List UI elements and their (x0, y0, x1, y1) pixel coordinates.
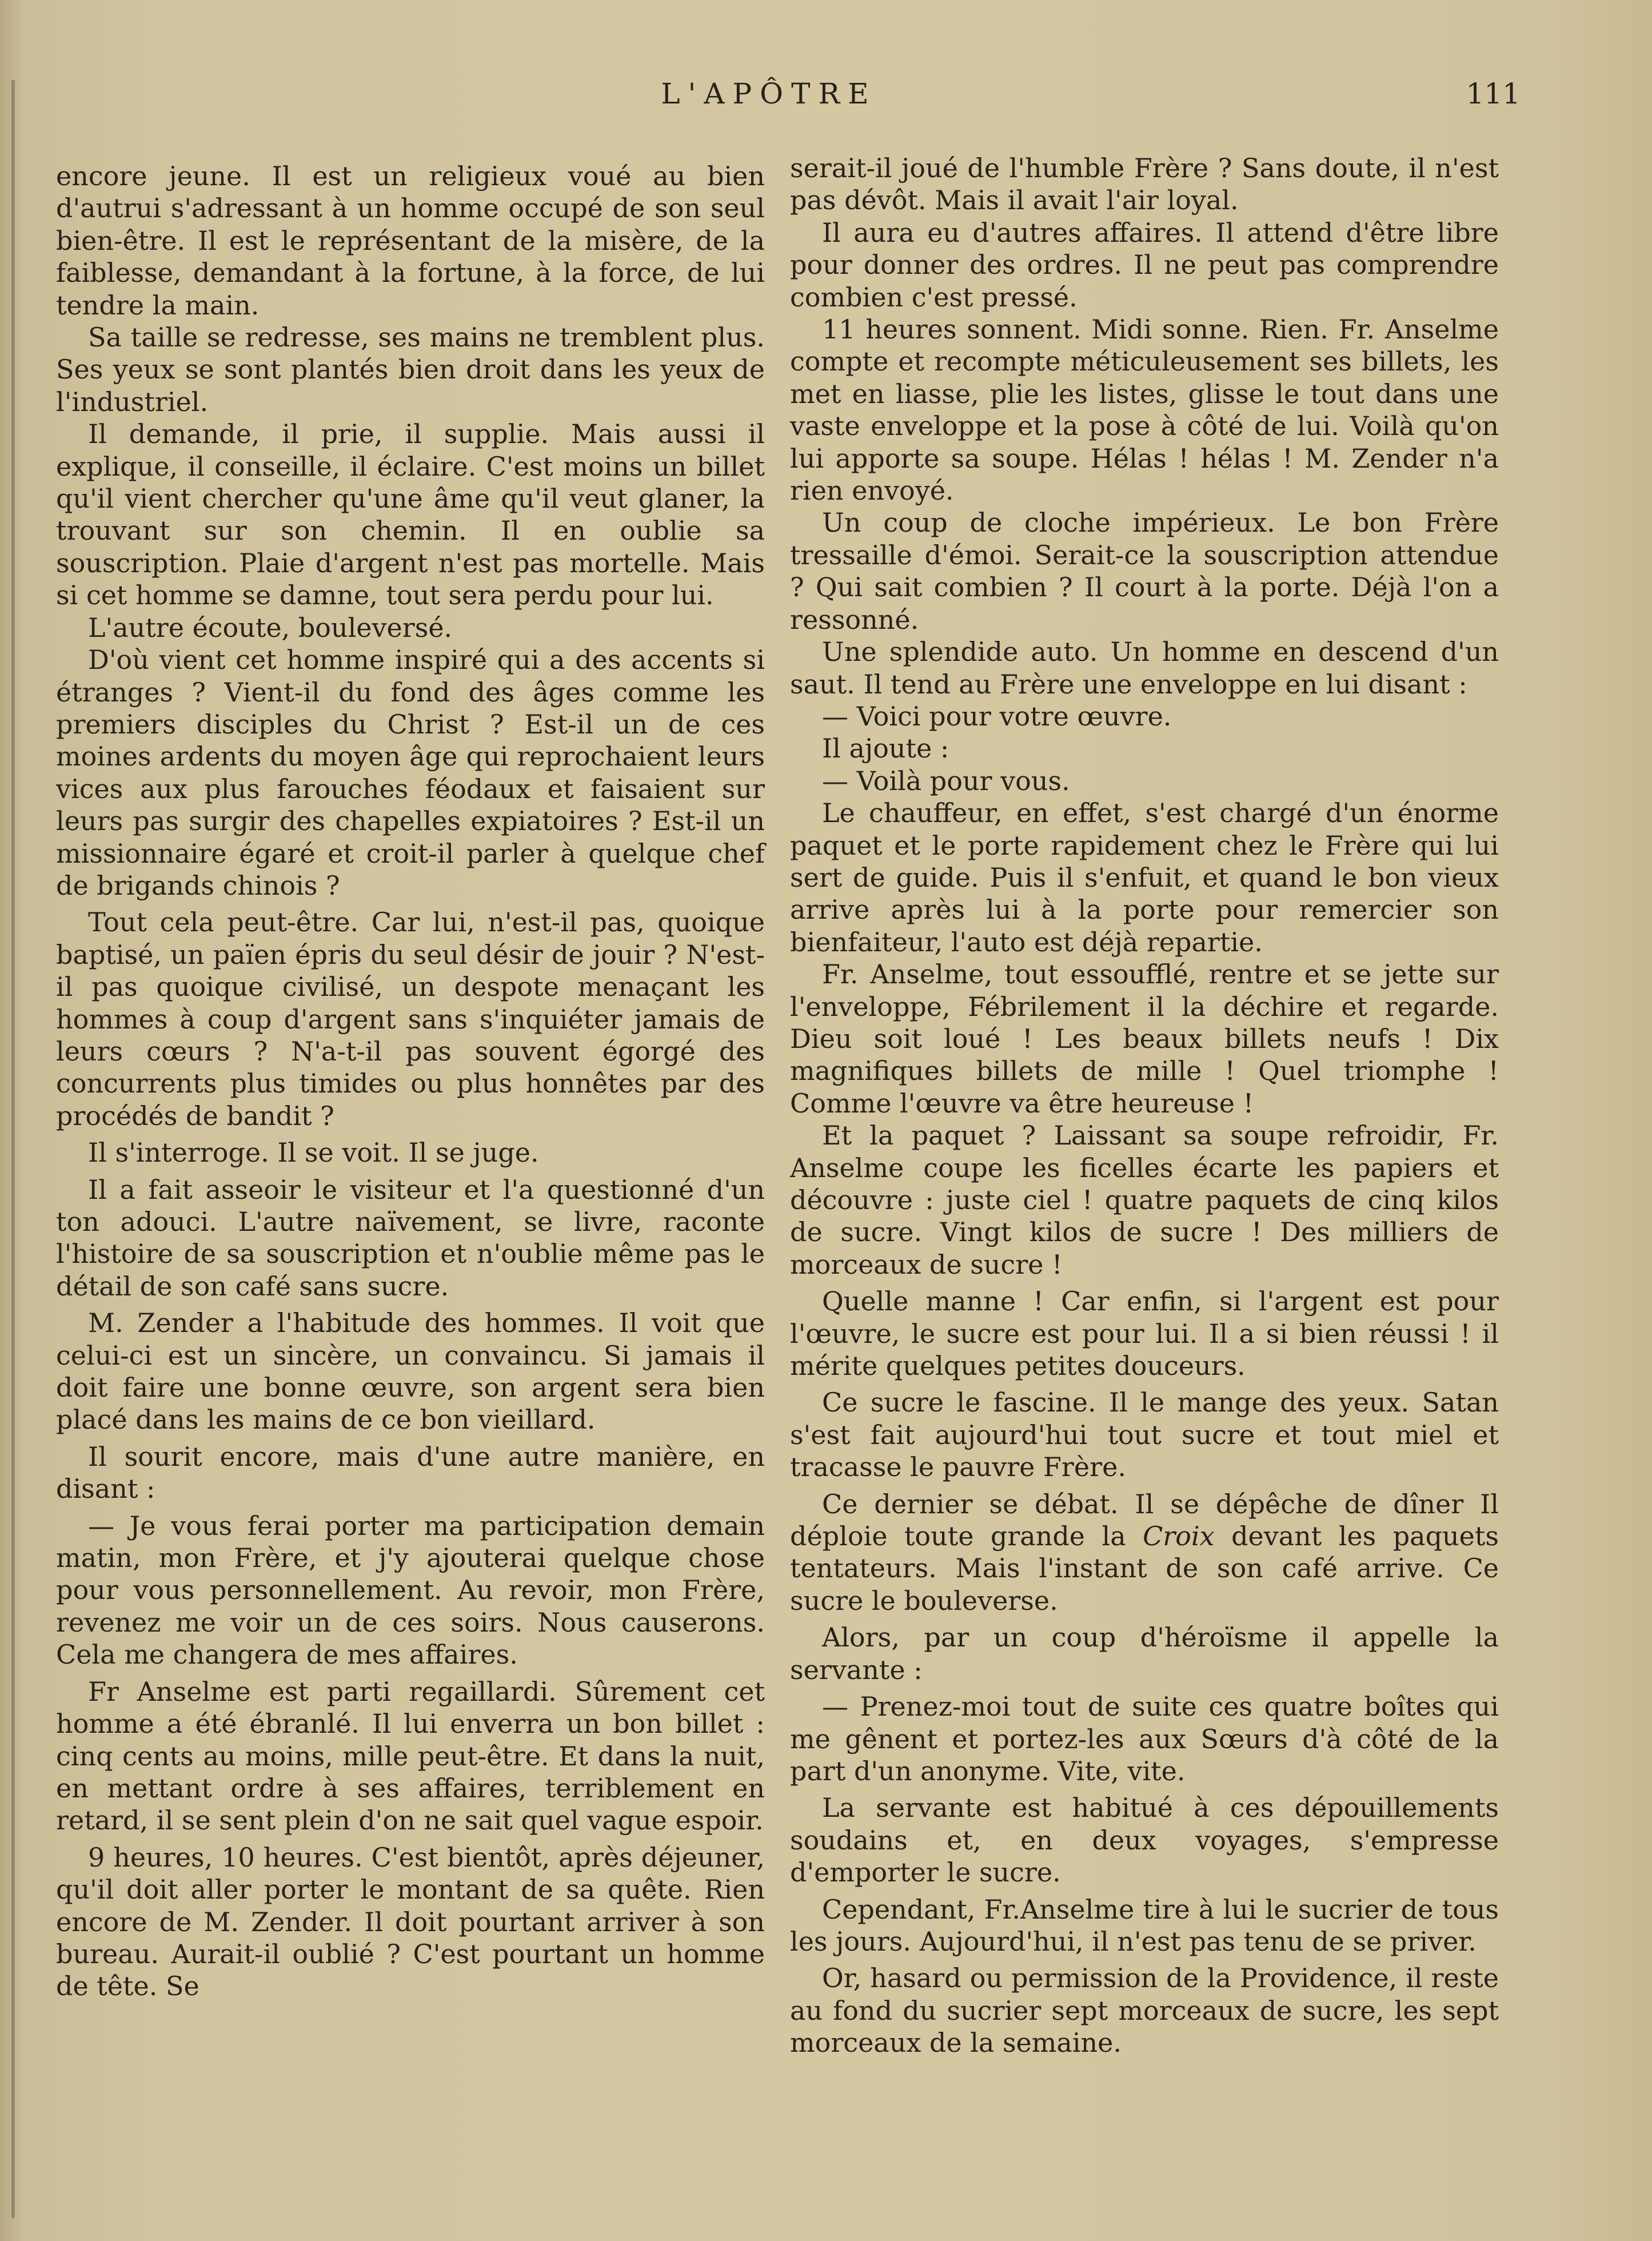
dialogue-paragraph: — Je vous ferai porter ma participation demain matin, mon Frère, et j'y ajouterai quelque chose pour vous personnellement. Au revoir, mon Frère, revenez me voir un de ces soirs. Nous causerons. Cela me changera de mes affaires. (56, 1510, 765, 1670)
paragraph: Ce sucre le fascine. Il le mange des yeux. Satan s'est fait aujourd'hui tout sucre et tout miel et tracasse le pauvre Frère. (790, 1387, 1499, 1483)
paragraph: Quelle manne ! Car enfin, si l'argent est pour l'œuvre, le sucre est pour lui. Il a si bien réussi ! il mérite quelques petites douceurs. (790, 1286, 1499, 1382)
paragraph-text: Ce dernier se débat. Il se dépêche de dîner Il déploie toute grande la (790, 1488, 1499, 1552)
paragraph: encore jeune. Il est un religieux voué au bien d'autrui s'adressant à un homme occupé de son seul bien-être. Il est le représentant de la misère, de la faiblesse, demandant à la fortune, à la force, de lui tendre la main. (56, 161, 765, 321)
paragraph: Fr. Anselme, tout essoufflé, rentre et se jette sur l'enveloppe, Fébrilement il la déchire et regarde. Dieu soit loué ! Les beaux billets neufs ! Dix magnifiques billets de mille ! Quel triomphe ! Comme l'œuvre va être heureuse ! (790, 959, 1499, 1119)
paragraph: L'autre écoute, bouleversé. (88, 612, 453, 643)
paragraph: D'où vient cet homme inspiré qui a des accents si étranges ? Vient-il du fond des âges comme les premiers disciples du Christ ? Est-il un de ces moines ardents du moyen âge qui reprochaient leurs vices aux plus farouches féodaux et faisaient sur leurs pas surgir des chapelles expiatoires ? Est-il un missionnaire égaré et croit-il parler à quelque chef de brigands chinois ? (56, 644, 765, 901)
page-number: 111 (1466, 77, 1521, 110)
running-title: L'APÔTRE (661, 77, 877, 110)
paragraph: Sa taille se redresse, ses mains ne tremblent plus. Ses yeux se sont plantés bien droit dans les yeux de l'industriel. (56, 322, 765, 417)
paragraph: Alors, par un coup d'héroïsme il appelle la servante : (790, 1622, 1499, 1685)
paragraph: Tout cela peut-être. Car lui, n'est-il pas, quoique baptisé, un païen épris du seul désir de jouir ? N'est-il pas quoique civilisé, un despote menaçant les hommes à coup d'argent sans s'inquiéter jamais de leurs cœurs ? N'a-t-il pas souvent égorgé des concurrents plus timides ou plus honnêtes par des procédés de bandit ? (56, 907, 765, 1131)
paragraph: Une splendide auto. Un homme en descend d'un saut. Il tend au Frère une enveloppe en lui disant : (790, 636, 1499, 700)
paragraph: Il ajoute : (822, 733, 949, 764)
paragraph: Un coup de cloche impérieux. Le bon Frère tressaille d'émoi. Serait-ce la souscription attendue ? Qui sait combien ? Il court à la porte. Déjà l'on a ressonné. (790, 507, 1499, 635)
paragraph-text: devant les paquets tentateurs. Mais l'instant de son café arrive. Ce sucre le bouleverse. (790, 1521, 1499, 1616)
dialogue-paragraph: — Voici pour votre œuvre. (822, 700, 1172, 732)
paragraph: serait-il joué de l'humble Frère ? Sans doute, il n'est pas dévôt. Mais il avait l'air loyal. (790, 153, 1499, 216)
paragraph: M. Zender a l'habitude des hommes. Il voit que celui-ci est un sincère, un convaincu. Si jamais il doit faire une bonne œuvre, son argent sera bien placé dans les mains de ce bon vieillard. (56, 1307, 765, 1435)
paragraph: Il aura eu d'autres affaires. Il attend d'être libre pour donner des ordres. Il ne peut pas comprendre combien c'est pressé. (790, 217, 1499, 313)
right-column (790, 152, 1499, 2059)
paragraph: Cependant, Fr.Anselme tire à lui le sucrier de tous les jours. Aujourd'hui, il n'est pas tenu de se priver. (790, 1893, 1499, 1957)
paragraph: Et la paquet ? Laissant sa soupe refroidir, Fr. Anselme coupe les ficelles écarte les papiers et découvre : juste ciel ! quatre paquets de cinq kilos de sucre. Vingt kilos de sucre ! Des milliers de morceaux de sucre ! (790, 1120, 1499, 1280)
paragraph: Il demande, il prie, il supplie. Mais aussi il explique, il conseille, il éclaire. C'est moins un billet qu'il vient chercher qu'une âme qu'il veut glaner, la trouvant sur son chemin. Il en oublie sa souscription. Plaie d'argent n'est pas mortelle. Mais si cet homme se damne, tout sera perdu pour lui. (56, 418, 765, 611)
paragraph: Le chauffeur, en effet, s'est chargé d'un énorme paquet et le porte rapidement chez le Frère qui lui sert de guide. Puis il s'enfuit, et quand le bon vieux arrive après lui à la porte pour remercier son bienfaiteur, l'auto est déjà repartie. (790, 797, 1499, 958)
page-binding-edge (11, 80, 15, 2218)
paragraph: Il sourit encore, mais d'une autre manière, en disant : (56, 1441, 765, 1505)
paragraph (790, 1488, 1499, 1617)
paragraph: 11 heures sonnent. Midi sonne. Rien. Fr. Anselme compte et recompte méticuleusement ses billets, les met en liasse, plie les listes, glisse le tout dans une vaste enveloppe et la pose à côté de lui. Voilà qu'on lui apporte sa soupe. Hélas ! hélas ! M. Zender n'a rien envoyé. (790, 314, 1499, 507)
paragraph: Il a fait asseoir le visiteur et l'a questionné d'un ton adouci. L'autre naïvement, se livre, raconte l'histoire de sa souscription et n'oublie même pas le détail de son café sans sucre. (56, 1174, 765, 1302)
page-header (0, 77, 1652, 129)
dialogue-paragraph: — Voilà pour vous. (822, 765, 1070, 796)
paragraph: Fr Anselme est parti regaillardi. Sûrement cet homme a été ébranlé. Il lui enverra un bon billet : cinq cents au moins, mille peut-être. Et dans la nuit, en mettant ordre à ses affaires, terriblement en retard, il se sent plein d'on ne sait quel vague espoir. (56, 1676, 765, 1836)
paragraph: La servante est habitué à ces dépouillements soudains et, en deux voyages, s'empresse d'emporter le sucre. (790, 1792, 1499, 1888)
paragraph: 9 heures, 10 heures. C'est bientôt, après déjeuner, qu'il doit aller porter le montant de sa quête. Rien encore de M. Zender. Il doit pourtant arriver à son bureau. Aurait-il oublié ? C'est pourtant un homme de tête. Se (56, 1841, 765, 2002)
dialogue-paragraph: — Prenez-moi tout de suite ces quatre boîtes qui me gênent et portez-les aux Sœurs d'à côté de la part d'un anonyme. Vite, vite. (790, 1691, 1499, 1787)
paragraph: Il s'interroge. Il se voit. Il se juge. (88, 1137, 539, 1169)
emphasized-word: Croix (1143, 1521, 1215, 1552)
left-column (56, 160, 765, 2003)
paragraph: Or, hasard ou permission de la Providence, il reste au fond du sucrier sept morceaux de sucre, les sept morceaux de la semaine. (790, 1963, 1499, 2059)
